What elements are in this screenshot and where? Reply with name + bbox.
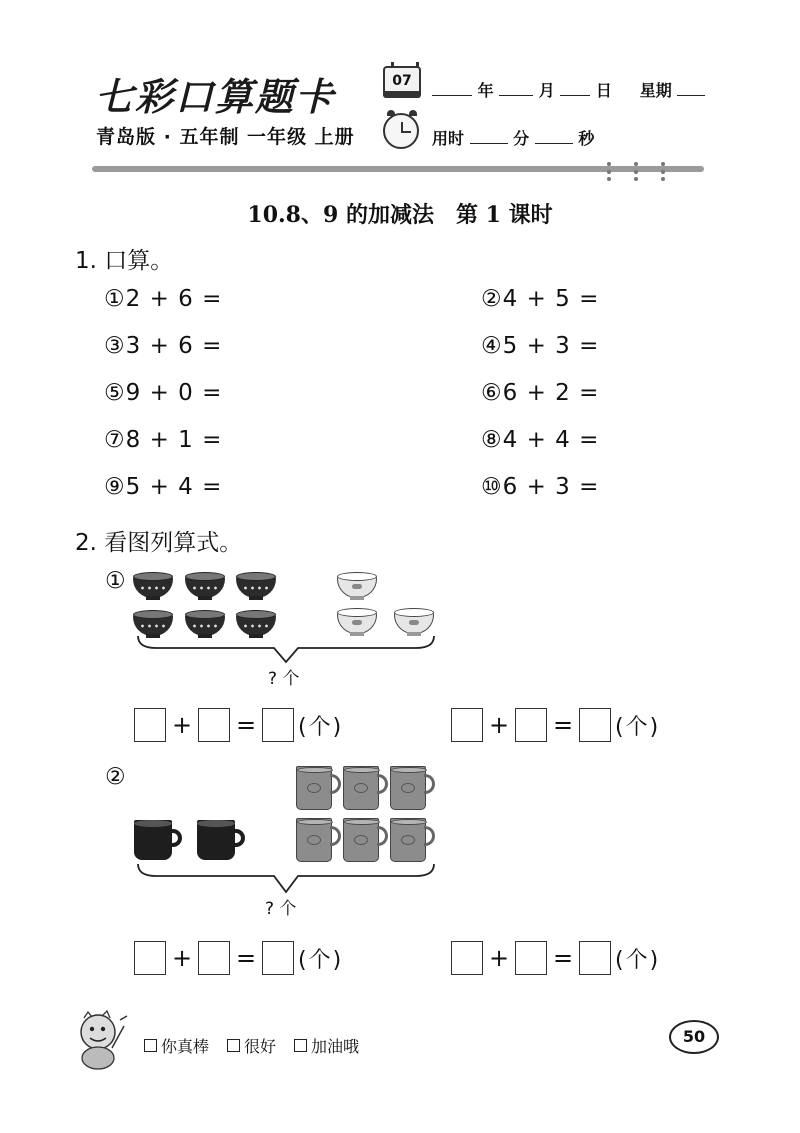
plus-sign: + xyxy=(488,711,510,739)
edition-label: 青岛版 · 五年制 一年级 上册 xyxy=(96,126,355,148)
problem-10: ⑩6 + 3 = xyxy=(481,474,600,500)
unit-label: (个) xyxy=(615,714,661,740)
problem-5: ⑤9 + 0 = xyxy=(104,380,223,406)
total-question-label: ? 个 xyxy=(265,899,297,919)
picture-question-1-label: ① xyxy=(105,568,127,594)
date-day-label: 日 xyxy=(595,81,612,100)
clock-icon xyxy=(383,113,419,149)
checkbox-icon[interactable] xyxy=(227,1039,240,1052)
rating-option[interactable] xyxy=(227,1034,276,1057)
lesson-title: 10.8、9 的加减法 第 1 课时 xyxy=(247,202,553,228)
answer-box[interactable] xyxy=(515,708,547,742)
answer-box[interactable] xyxy=(515,941,547,975)
time-minute-label: 分 xyxy=(513,129,530,148)
equals-sign: = xyxy=(235,711,257,739)
unit-label: (个) xyxy=(298,947,344,973)
equation-row xyxy=(134,706,343,744)
time-used-line xyxy=(432,126,594,149)
answer-box[interactable] xyxy=(451,708,483,742)
problem-6: ⑥6 + 2 = xyxy=(481,380,600,406)
picture-question-2-label: ② xyxy=(105,764,127,790)
equation-row xyxy=(451,939,660,977)
problem-1: ①2 + 6 = xyxy=(104,286,223,312)
brand-logo: 七彩口算题卡 xyxy=(95,74,336,119)
date-weekday-label: 星期 xyxy=(639,81,672,100)
equation-row xyxy=(451,706,660,744)
section-2-title: 2. 看图列算式。 xyxy=(75,530,243,556)
answer-box[interactable] xyxy=(579,941,611,975)
mascot-illustration xyxy=(72,1008,130,1070)
answer-box[interactable] xyxy=(134,708,166,742)
date-year-label: 年 xyxy=(477,81,494,100)
divider-pin xyxy=(660,160,666,182)
self-rating xyxy=(144,1034,359,1057)
white-bowl xyxy=(337,608,377,636)
plus-sign: + xyxy=(171,944,193,972)
equals-sign: = xyxy=(552,711,574,739)
answer-box[interactable] xyxy=(451,941,483,975)
problem-2: ②4 + 5 = xyxy=(481,286,600,312)
answer-box[interactable] xyxy=(262,941,294,975)
dark-bowl xyxy=(185,572,225,600)
rating-option[interactable] xyxy=(294,1034,359,1057)
problem-4: ④5 + 3 = xyxy=(481,333,600,359)
white-bowl xyxy=(337,572,377,600)
unit-label: (个) xyxy=(615,947,661,973)
equals-sign: = xyxy=(235,944,257,972)
answer-box[interactable] xyxy=(579,708,611,742)
dark-bowl xyxy=(236,572,276,600)
calendar-day: 07 xyxy=(392,73,412,89)
rating-label: 很好 xyxy=(244,1037,277,1056)
plus-sign: + xyxy=(171,711,193,739)
total-question-label: ? 个 xyxy=(268,669,300,689)
dark-bowl xyxy=(133,572,173,600)
time-second-label: 秒 xyxy=(578,129,595,148)
answer-box[interactable] xyxy=(198,708,230,742)
time-used-label: 用时 xyxy=(432,129,465,148)
problem-7: ⑦8 + 1 = xyxy=(104,427,223,453)
white-bowl xyxy=(394,608,434,636)
grouping-brace xyxy=(136,862,436,894)
plus-sign: + xyxy=(488,944,510,972)
rating-label: 你真棒 xyxy=(161,1037,210,1056)
equation-row xyxy=(134,939,343,977)
date-month-label: 月 xyxy=(538,81,555,100)
divider-pin xyxy=(606,160,612,182)
rating-label: 加油哦 xyxy=(311,1037,360,1056)
problem-3: ③3 + 6 = xyxy=(104,333,223,359)
problem-9: ⑨5 + 4 = xyxy=(104,474,223,500)
equals-sign: = xyxy=(552,944,574,972)
problem-8: ⑧4 + 4 = xyxy=(481,427,600,453)
calendar-icon xyxy=(383,66,421,98)
section-1-title: 1. 口算。 xyxy=(75,248,174,274)
grouping-brace xyxy=(136,634,436,664)
answer-box[interactable] xyxy=(134,941,166,975)
unit-label: (个) xyxy=(298,714,344,740)
page-number: 50 xyxy=(669,1020,719,1054)
checkbox-icon[interactable] xyxy=(144,1039,157,1052)
answer-box[interactable] xyxy=(198,941,230,975)
rating-option[interactable] xyxy=(144,1034,209,1057)
answer-box[interactable] xyxy=(262,708,294,742)
header-divider xyxy=(92,166,704,172)
divider-pin xyxy=(633,160,639,182)
date-line xyxy=(432,78,705,101)
checkbox-icon[interactable] xyxy=(294,1039,307,1052)
